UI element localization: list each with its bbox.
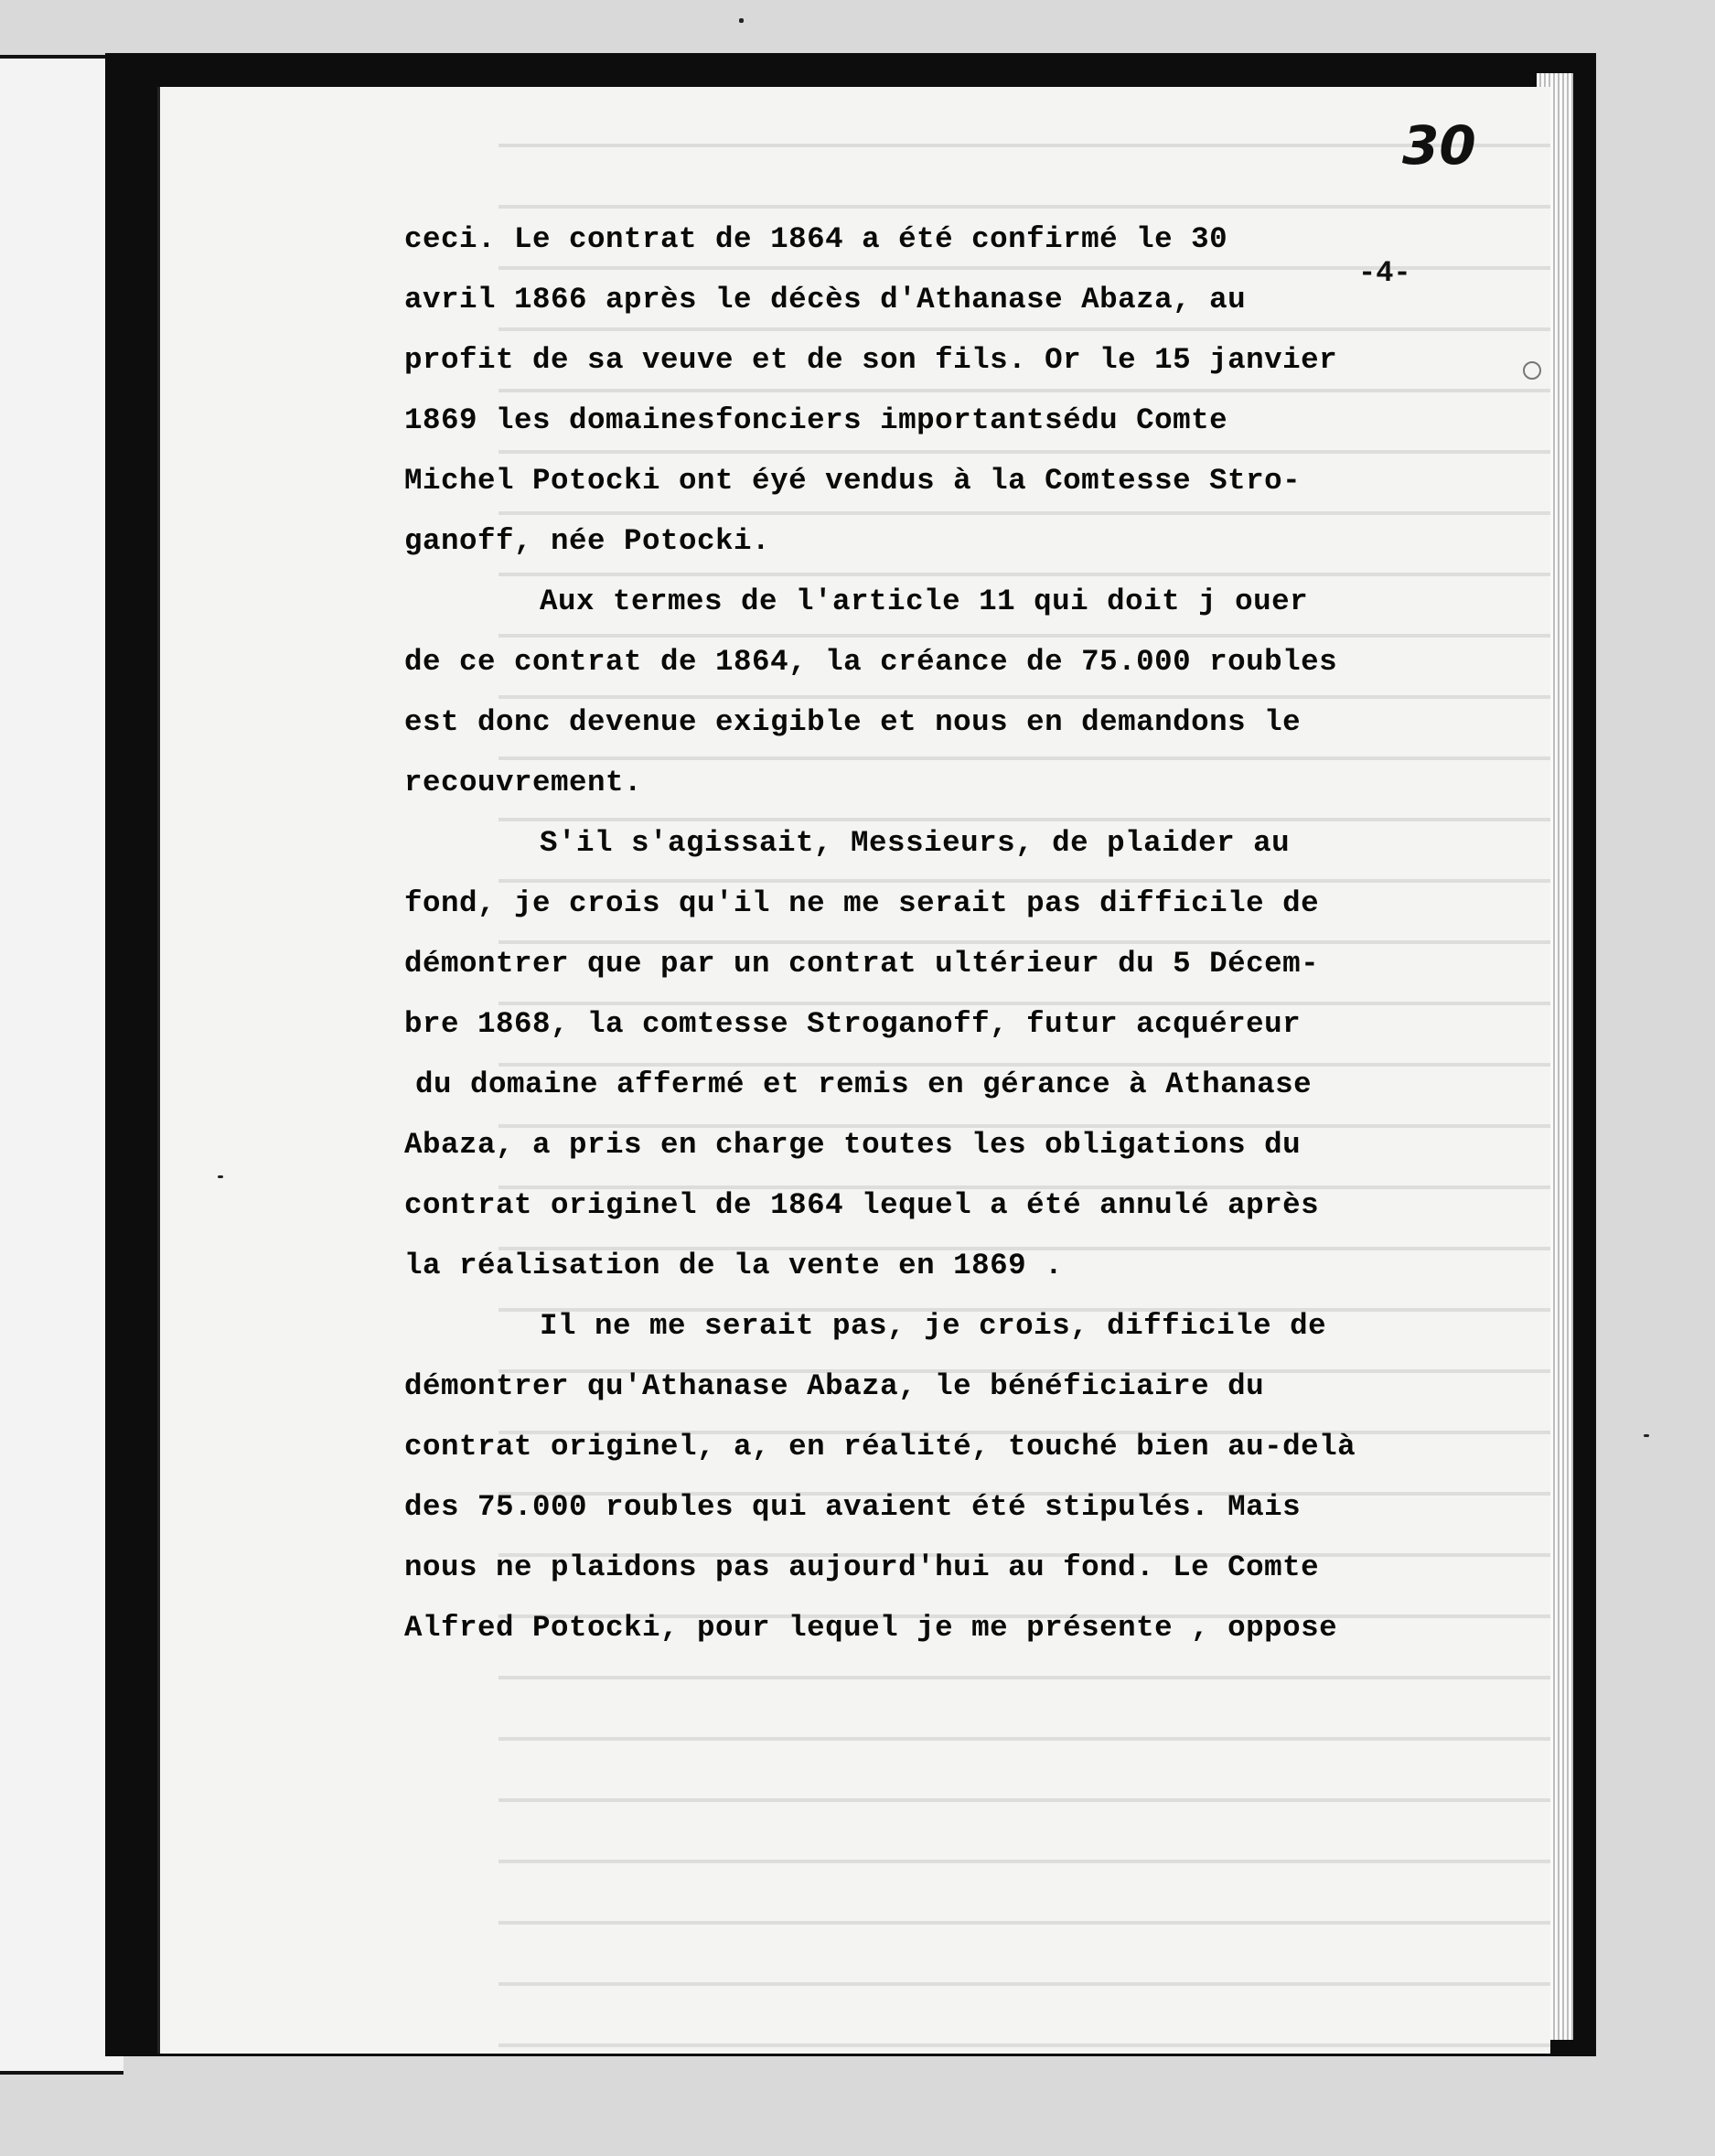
text-line: recouvrement. [404, 766, 643, 799]
text-line: profit de sa veuve et de son fils. Or le 15 janvier [404, 343, 1338, 377]
folio-number: 30 [1402, 114, 1476, 177]
ink-speck [739, 18, 744, 23]
text-line: démontrer qu'Athanase Abaza, le bénéficiaire du [404, 1369, 1265, 1403]
text-line: Il ne me serait pas, je crois, difficile de [540, 1309, 1327, 1343]
text-line: contrat originel, a, en réalité, touché bien au-delà [404, 1430, 1356, 1464]
text-line: ceci. Le contrat de 1864 a été confirmé le 30 [404, 222, 1228, 256]
text-line: nous ne plaidons pas aujourd'hui au fond. Le Comte [404, 1550, 1320, 1584]
text-line: contrat originel de 1864 lequel a été annulé après [404, 1188, 1320, 1222]
text-line: Michel Potocki ont éyé vendus à la Comtesse Stro- [404, 464, 1302, 498]
text-line: Abaza, a pris en charge toutes les obligations du [404, 1128, 1302, 1162]
ink-speck [1644, 1434, 1649, 1437]
text-line: Alfred Potocki, pour lequel je me présente , oppose [404, 1611, 1338, 1645]
text-line: des 75.000 roubles qui avaient été stipulés. Mais [404, 1490, 1302, 1524]
text-line: bre 1868, la comtesse Stroganoff, futur acquéreur [404, 1007, 1302, 1041]
page-marker: -4- [1358, 256, 1411, 290]
text-line: avril 1866 après le décès d'Athanase Abaza, au [404, 283, 1247, 316]
text-line: de ce contrat de 1864, la créance de 75.000 roubles [404, 645, 1338, 679]
text-line: ganoff, née Potocki. [404, 524, 771, 558]
paper-hole-mark [1523, 361, 1541, 380]
text-line: 1869 les domainesfonciers importantsédu Comte [404, 403, 1228, 437]
text-line: fond, je crois qu'il ne me serait pas difficile de [404, 886, 1320, 920]
text-line: Aux termes de l'article 11 qui doit j ouer [540, 585, 1309, 618]
text-line: S'il s'agissait, Messieurs, de plaider au [540, 826, 1291, 860]
text-line: démontrer que par un contrat ultérieur du 5 Décem- [404, 947, 1320, 981]
text-line: la réalisation de la vente en 1869 . [404, 1249, 1064, 1282]
text-line: est donc devenue exigible et nous en demandons le [404, 705, 1302, 739]
text-line: du domaine affermé et remis en gérance à Athanase [415, 1067, 1313, 1101]
ink-speck [218, 1175, 223, 1178]
